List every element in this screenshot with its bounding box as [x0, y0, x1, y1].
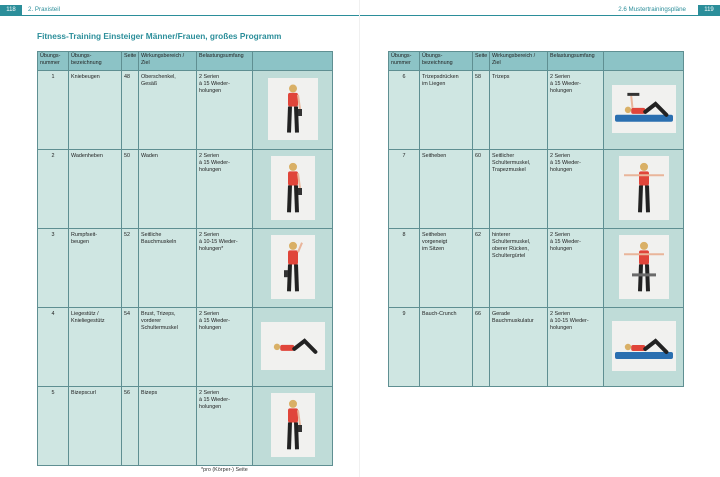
exercise-page: 54	[122, 308, 139, 387]
exercise-target-area: Seitliche Bauchmuskeln	[139, 229, 197, 308]
exercise-load: 2 Serien à 15 Wieder- holungen	[197, 387, 253, 466]
exercise-target-area: Bizeps	[139, 387, 197, 466]
exercise-name: Seitheben vorgeneigt im Sitzen	[420, 229, 473, 308]
push-up-photo	[261, 322, 325, 370]
col-page: Seite	[122, 52, 139, 71]
col-image	[604, 52, 684, 71]
exercise-target-area: Gerade Bauchmuskulatur	[490, 308, 548, 387]
exercise-number: 1	[38, 71, 69, 150]
exercise-target-area: Trizeps	[490, 71, 548, 150]
exercise-photo-cell	[253, 150, 333, 229]
col-load: Belastungsumfang	[548, 52, 604, 71]
lateral-raise-photo	[619, 156, 669, 220]
exercise-name: Wadenheben	[69, 150, 122, 229]
table-header-row	[389, 52, 684, 71]
footnote: *pro (Körper-) Seite	[201, 467, 248, 473]
col-area: Wirkungsbereich / Ziel	[490, 52, 548, 71]
exercise-page: 62	[473, 229, 490, 308]
calf-raise-photo	[271, 156, 315, 220]
exercise-photo-cell	[253, 229, 333, 308]
left-section-label: 2. Praxisteil	[28, 6, 60, 13]
exercise-load: 2 Serien à 15 Wieder- holungen	[548, 229, 604, 308]
exercise-number: 6	[389, 71, 420, 150]
exercise-photo-cell	[604, 150, 684, 229]
crunch-photo	[612, 321, 676, 371]
exercise-page: 48	[122, 71, 139, 150]
exercise-page: 66	[473, 308, 490, 387]
exercise-photo-cell	[253, 308, 333, 387]
page-title: Fitness-Training Einsteiger Männer/Frauen, großes Programm	[37, 31, 282, 41]
squat-photo	[268, 78, 318, 140]
exercise-load: 2 Serien à 10-15 Wieder- holungen*	[197, 229, 253, 308]
col-page: Seite	[473, 52, 490, 71]
exercise-photo-cell	[604, 308, 684, 387]
bent-over-raise-photo	[619, 235, 669, 299]
exercise-load: 2 Serien à 15 Wieder- holungen	[548, 71, 604, 150]
exercise-number: 7	[389, 150, 420, 229]
exercise-load: 2 Serien à 15 Wieder- holungen	[197, 71, 253, 150]
table-row	[38, 71, 333, 150]
exercise-photo-cell	[253, 71, 333, 150]
exercise-target-area: Waden	[139, 150, 197, 229]
col-name: Übungs- bezeichnung	[420, 52, 473, 71]
exercise-number: 5	[38, 387, 69, 466]
exercise-target-area: Seitlicher Schultermuskel, Trapezmuskel	[490, 150, 548, 229]
exercise-name: Rumpfseit- beugen	[69, 229, 122, 308]
exercise-load: 2 Serien à 15 Wieder- holungen	[548, 150, 604, 229]
col-load: Belastungsumfang	[197, 52, 253, 71]
exercise-photo-cell	[253, 387, 333, 466]
exercise-number: 8	[389, 229, 420, 308]
header-divider	[0, 15, 360, 16]
table-row	[389, 150, 684, 229]
exercise-page: 58	[473, 71, 490, 150]
left-page-number: 118	[0, 5, 22, 15]
table-row	[389, 71, 684, 150]
exercise-number: 4	[38, 308, 69, 387]
col-image	[253, 52, 333, 71]
col-number: Übungs- nummer	[38, 52, 69, 71]
right-page	[360, 0, 720, 477]
col-name: Übungs- bezeichnung	[69, 52, 122, 71]
table-row	[389, 229, 684, 308]
exercise-name: Bauch-Crunch	[420, 308, 473, 387]
exercise-number: 9	[389, 308, 420, 387]
exercise-load: 2 Serien à 15 Wieder- holungen	[197, 150, 253, 229]
exercise-name: Kniebeugen	[69, 71, 122, 150]
biceps-curl-photo	[271, 393, 315, 457]
exercise-name: Trizepsdrücken im Liegen	[420, 71, 473, 150]
triceps-press-photo	[612, 85, 676, 133]
right-page-number: 119	[698, 5, 720, 15]
exercise-load: 2 Serien à 15 Wieder- holungen	[197, 308, 253, 387]
table-row	[389, 308, 684, 387]
exercise-name: Liegestütz / Knieliegestütz	[69, 308, 122, 387]
table-row	[38, 150, 333, 229]
exercise-page: 52	[122, 229, 139, 308]
exercise-number: 3	[38, 229, 69, 308]
training-table-left	[37, 51, 333, 466]
exercise-photo-cell	[604, 229, 684, 308]
table-row	[38, 308, 333, 387]
col-number: Übungs- nummer	[389, 52, 420, 71]
exercise-number: 2	[38, 150, 69, 229]
table-row	[38, 229, 333, 308]
exercise-load: 2 Serien à 10-15 Wieder- holungen	[548, 308, 604, 387]
header-divider	[360, 15, 720, 16]
exercise-target-area: hinterer Schultermuskel, oberer Rücken, Schultergürtel	[490, 229, 548, 308]
table-row	[38, 387, 333, 466]
exercise-name: Bizepscurl	[69, 387, 122, 466]
side-bend-photo	[271, 235, 315, 299]
exercise-target-area: Brust, Trizeps, vorderer Schultermuskel	[139, 308, 197, 387]
training-table-right	[388, 51, 684, 387]
exercise-page: 50	[122, 150, 139, 229]
col-area: Wirkungsbereich / Ziel	[139, 52, 197, 71]
table-header-row	[38, 52, 333, 71]
right-section-label: 2.6 Mustertrainingspläne	[618, 6, 686, 13]
exercise-target-area: Oberschenkel, Gesäß	[139, 71, 197, 150]
exercise-name: Seitheben	[420, 150, 473, 229]
exercise-page: 60	[473, 150, 490, 229]
exercise-page: 56	[122, 387, 139, 466]
exercise-photo-cell	[604, 71, 684, 150]
